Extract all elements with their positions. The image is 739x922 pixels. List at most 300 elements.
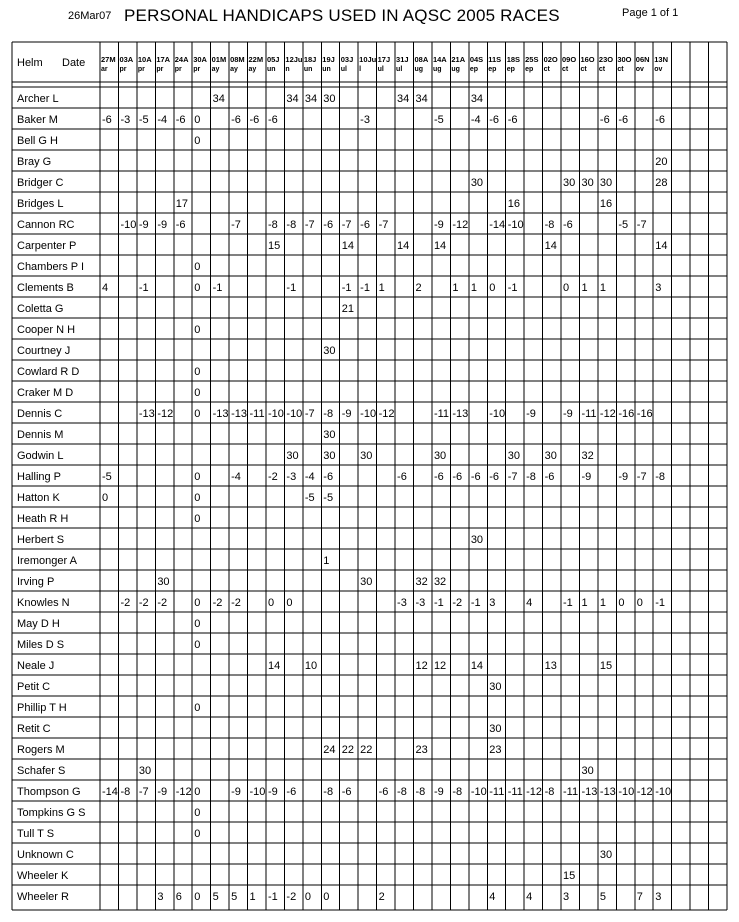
handicap-value: 34 bbox=[397, 93, 410, 105]
handicap-value: 0 bbox=[286, 597, 293, 609]
handicap-value: -13 bbox=[599, 786, 616, 798]
race-date-header-suffix: ep bbox=[506, 66, 515, 73]
handicap-value: -5 bbox=[618, 219, 629, 231]
handicap-value: -8 bbox=[120, 786, 131, 798]
handicap-value: -6 bbox=[397, 471, 407, 483]
handicap-value: -3 bbox=[360, 114, 370, 126]
race-date-header: 23O bbox=[598, 55, 614, 64]
handicap-value: -12 bbox=[636, 786, 653, 798]
handicap-value: 3 bbox=[489, 597, 496, 609]
handicap-value: -14 bbox=[102, 786, 118, 798]
handicap-value: -13 bbox=[231, 408, 247, 420]
handicap-value: -11 bbox=[433, 408, 450, 420]
table-cells bbox=[17, 55, 671, 903]
race-date-header: 21A bbox=[451, 55, 466, 64]
handicap-value: 15 bbox=[563, 870, 576, 882]
race-date-header: 06N bbox=[635, 55, 650, 64]
handicap-value: -6 bbox=[102, 114, 112, 126]
handicap-value: -9 bbox=[618, 471, 629, 483]
handicap-value: 1 bbox=[581, 282, 588, 294]
handicap-value: 30 bbox=[323, 429, 336, 441]
handicap-value: -6 bbox=[452, 471, 463, 483]
handicap-value: -6 bbox=[618, 114, 629, 126]
handicap-value: 30 bbox=[599, 177, 613, 189]
handicap-value: -16 bbox=[636, 408, 653, 420]
handicap-value: 30 bbox=[157, 576, 170, 588]
handicap-value: -10 bbox=[655, 786, 672, 798]
helm-name: Thompson G bbox=[17, 786, 81, 798]
handicap-value: -6 bbox=[175, 219, 186, 231]
race-date-header: 24A bbox=[174, 55, 189, 64]
handicap-value: -2 bbox=[452, 597, 463, 609]
helm-name: May D H bbox=[17, 618, 60, 630]
handicap-value: -12 bbox=[378, 408, 395, 420]
handicap-value: 30 bbox=[323, 450, 336, 462]
handicap-value: -4 bbox=[231, 471, 241, 483]
race-date-header: 25S bbox=[525, 55, 539, 64]
handicap-value: -11 bbox=[507, 786, 523, 798]
handicap-value: 14 bbox=[267, 660, 281, 672]
handicap-value: 0 bbox=[194, 261, 201, 273]
handicap-value: -5 bbox=[433, 114, 444, 126]
handicap-value: -6 bbox=[563, 219, 573, 231]
helm-name: Cowlard R D bbox=[17, 366, 80, 378]
handicap-value: -1 bbox=[507, 282, 518, 294]
handicap-value: 0 bbox=[304, 891, 311, 903]
handicap-value: 0 bbox=[194, 282, 201, 294]
handicap-value: -10 bbox=[360, 408, 377, 420]
handicap-value: -7 bbox=[304, 219, 315, 231]
handicap-value: 34 bbox=[415, 93, 428, 105]
handicap-value: 34 bbox=[286, 93, 299, 105]
handicap-value: -6 bbox=[378, 786, 389, 798]
handicap-value: -13 bbox=[581, 786, 598, 798]
handicap-value: -9 bbox=[157, 786, 168, 798]
race-date-header: 17J bbox=[377, 55, 391, 64]
helm-name: Bridges L bbox=[17, 198, 64, 210]
handicap-value: -9 bbox=[526, 408, 536, 420]
handicap-value: -6 bbox=[175, 114, 186, 126]
handicap-value: -8 bbox=[323, 408, 334, 420]
handicap-value: -9 bbox=[267, 786, 278, 798]
helm-name: Iremonger A bbox=[17, 555, 77, 567]
handicap-value: 30 bbox=[599, 849, 613, 861]
handicap-value: -8 bbox=[323, 786, 334, 798]
handicap-value: 16 bbox=[599, 198, 613, 210]
race-date-header-suffix: ep bbox=[469, 66, 478, 73]
handicap-value: 34 bbox=[212, 93, 225, 105]
race-date-header-suffix: ov bbox=[654, 66, 663, 73]
handicap-value: 12 bbox=[415, 660, 428, 672]
handicap-value: -7 bbox=[507, 471, 518, 483]
handicap-value: -6 bbox=[470, 471, 481, 483]
handicap-value: -6 bbox=[544, 471, 555, 483]
race-date-header-suffix: ul bbox=[396, 66, 403, 73]
helm-name: Dennis M bbox=[17, 429, 64, 441]
handicap-value: 30 bbox=[286, 450, 299, 462]
handicap-value: 2 bbox=[415, 282, 422, 294]
race-date-header-suffix: ug bbox=[414, 66, 424, 73]
helm-name: Chambers P I bbox=[17, 261, 85, 273]
race-date-header: 10Ju bbox=[359, 55, 377, 64]
race-date-header: 13N bbox=[654, 55, 669, 64]
race-date-header: 30A bbox=[193, 55, 207, 64]
race-date-header-suffix: ct bbox=[617, 66, 624, 73]
handicap-value: -16 bbox=[618, 408, 635, 420]
handicap-value: 15 bbox=[599, 660, 613, 672]
handicap-value: 30 bbox=[323, 93, 336, 105]
race-date-header-suffix: l bbox=[359, 66, 362, 73]
helm-name: Wheeler K bbox=[17, 870, 69, 882]
handicap-value: -10 bbox=[249, 786, 266, 798]
handicap-value: -5 bbox=[304, 492, 315, 504]
race-date-header: 04S bbox=[469, 55, 484, 64]
handicap-value: 0 bbox=[194, 618, 201, 630]
helm-name: Wheeler R bbox=[17, 891, 69, 903]
page-number: Page 1 of 1 bbox=[622, 7, 679, 19]
handicap-value: -1 bbox=[470, 597, 481, 609]
handicap-value: 0 bbox=[489, 282, 496, 294]
helm-name: Heath R H bbox=[17, 513, 69, 525]
helm-name: Halling P bbox=[17, 471, 62, 483]
helm-name: Bridger C bbox=[17, 177, 64, 189]
handicap-value: 30 bbox=[544, 450, 557, 462]
race-date-header: 27M bbox=[101, 55, 116, 64]
handicap-value: -12 bbox=[452, 219, 469, 231]
handicap-value: 14 bbox=[397, 240, 410, 252]
handicap-value: 15 bbox=[267, 240, 281, 252]
handicap-value: -2 bbox=[231, 597, 241, 609]
handicap-value: 12 bbox=[433, 660, 447, 672]
handicap-value: 5 bbox=[599, 891, 607, 903]
handicap-value: 30 bbox=[489, 681, 502, 693]
handicap-value: -9 bbox=[138, 219, 149, 231]
handicap-value: -7 bbox=[138, 786, 149, 798]
handicap-value: -10 bbox=[286, 408, 303, 420]
handicap-value: 0 bbox=[194, 702, 201, 714]
handicap-value: 32 bbox=[581, 450, 594, 462]
handicap-value: 13 bbox=[544, 660, 557, 672]
handicap-value: 0 bbox=[194, 597, 201, 609]
race-date-header-suffix: un bbox=[266, 66, 276, 73]
handicap-value: 17 bbox=[175, 198, 189, 210]
race-date-header: 01M bbox=[211, 55, 227, 64]
handicap-value: -1 bbox=[267, 891, 278, 903]
helm-name: Neale J bbox=[17, 660, 55, 672]
handicap-value: -6 bbox=[433, 471, 444, 483]
handicap-value: -1 bbox=[360, 282, 370, 294]
handicap-value: -10 bbox=[489, 408, 506, 420]
helm-column-header: Helm bbox=[17, 57, 43, 69]
race-date-header: 08A bbox=[414, 55, 429, 64]
handicap-value: 1 bbox=[599, 282, 607, 294]
helm-name: Phillip T H bbox=[17, 702, 67, 714]
helm-name: Retit C bbox=[17, 723, 51, 735]
handicap-value: -8 bbox=[286, 219, 297, 231]
helm-name: Herbert S bbox=[17, 534, 65, 546]
handicap-value: 23 bbox=[489, 744, 502, 756]
handicap-value: -1 bbox=[212, 282, 223, 294]
handicap-value: 28 bbox=[655, 177, 668, 189]
handicap-value: 30 bbox=[470, 534, 484, 546]
handicap-value: -7 bbox=[636, 471, 647, 483]
race-date-header-suffix: pr bbox=[137, 66, 145, 73]
handicap-value: -2 bbox=[138, 597, 149, 609]
handicap-value: 5 bbox=[212, 891, 219, 903]
handicap-value: 1 bbox=[323, 555, 330, 567]
race-date-header-suffix: n bbox=[285, 66, 290, 73]
handicap-value: -12 bbox=[526, 786, 543, 798]
handicap-value: -1 bbox=[138, 282, 149, 294]
handicap-value: -10 bbox=[618, 786, 635, 798]
handicap-value: 5 bbox=[231, 891, 238, 903]
handicap-value: 20 bbox=[655, 156, 668, 168]
handicap-value: -5 bbox=[323, 492, 334, 504]
handicap-value: -12 bbox=[157, 408, 174, 420]
handicap-value: -1 bbox=[286, 282, 297, 294]
helm-name: Knowles N bbox=[17, 597, 70, 609]
handicap-value: -6 bbox=[599, 114, 610, 126]
handicap-value: 30 bbox=[489, 723, 502, 735]
race-date-header: 08M bbox=[230, 55, 245, 64]
report-title: PERSONAL HANDICAPS USED IN AQSC 2005 RACES bbox=[124, 6, 560, 25]
race-date-header-suffix: ay bbox=[248, 66, 257, 73]
handicap-value: 1 bbox=[599, 597, 607, 609]
handicap-value: -9 bbox=[563, 408, 573, 420]
helm-name: Bell G H bbox=[17, 135, 58, 147]
race-date-header-suffix: ep bbox=[488, 66, 497, 73]
handicap-value: 0 bbox=[194, 387, 201, 399]
handicap-value: 14 bbox=[544, 240, 557, 252]
handicap-value: 3 bbox=[563, 891, 570, 903]
race-date-header-suffix: un bbox=[322, 66, 331, 73]
handicap-value: -13 bbox=[212, 408, 229, 420]
handicap-value: 32 bbox=[415, 576, 428, 588]
helm-name: Cooper N H bbox=[17, 324, 76, 336]
handicap-value: 0 bbox=[194, 639, 201, 651]
handicap-value: -1 bbox=[655, 597, 666, 609]
handicap-value: -2 bbox=[157, 597, 168, 609]
handicap-value: 3 bbox=[655, 891, 662, 903]
helm-name: Carpenter P bbox=[17, 240, 77, 252]
helm-name: Archer L bbox=[17, 93, 59, 105]
race-date-header: 03J bbox=[340, 55, 354, 64]
handicap-value: 4 bbox=[102, 282, 109, 294]
handicap-value: 1 bbox=[249, 891, 256, 903]
handicap-value: -3 bbox=[397, 597, 407, 609]
race-date-header: 18S bbox=[506, 55, 521, 64]
handicap-value: 30 bbox=[360, 450, 373, 462]
race-date-header-suffix: pr bbox=[156, 66, 164, 73]
handicap-value: 0 bbox=[636, 597, 643, 609]
handicap-value: 16 bbox=[507, 198, 520, 210]
race-date-header: 14A bbox=[432, 55, 447, 64]
handicap-value: -7 bbox=[304, 408, 315, 420]
race-date-header-suffix: ct bbox=[598, 66, 606, 73]
handicap-value: -10 bbox=[120, 219, 137, 231]
handicap-value: -8 bbox=[526, 471, 536, 483]
handicap-value: -11 bbox=[249, 408, 265, 420]
handicap-value: -6 bbox=[231, 114, 241, 126]
handicap-value: 0 bbox=[194, 114, 201, 126]
race-date-header-suffix: ay bbox=[230, 66, 238, 73]
handicap-value: 0 bbox=[102, 492, 109, 504]
handicap-value: 34 bbox=[304, 93, 318, 105]
helm-name: Miles D S bbox=[17, 639, 65, 651]
handicap-value: 0 bbox=[194, 471, 201, 483]
handicap-value: -6 bbox=[267, 114, 278, 126]
handicap-value: 0 bbox=[194, 135, 201, 147]
race-date-header-suffix: un bbox=[303, 66, 313, 73]
handicap-value: 30 bbox=[138, 765, 152, 777]
handicap-value: -6 bbox=[489, 471, 500, 483]
handicap-value: 30 bbox=[323, 345, 336, 357]
handicap-value: 30 bbox=[360, 576, 373, 588]
handicap-value: 7 bbox=[636, 891, 643, 903]
handicap-value: -7 bbox=[231, 219, 241, 231]
handicap-value: 34 bbox=[470, 93, 484, 105]
handicap-value: 23 bbox=[415, 744, 428, 756]
handicap-value: 32 bbox=[433, 576, 447, 588]
race-date-header: 11S bbox=[488, 55, 502, 64]
handicap-value: 1 bbox=[378, 282, 385, 294]
handicap-value: -12 bbox=[599, 408, 616, 420]
handicap-value: 30 bbox=[581, 177, 594, 189]
race-date-header-suffix: pr bbox=[119, 66, 127, 73]
handicap-value: -1 bbox=[433, 597, 444, 609]
handicap-value: -7 bbox=[636, 219, 647, 231]
handicap-value: -2 bbox=[267, 471, 278, 483]
handicap-value: -6 bbox=[360, 219, 370, 231]
handicap-value: 30 bbox=[470, 177, 484, 189]
handicap-value: -2 bbox=[120, 597, 131, 609]
race-date-header: 16O bbox=[580, 55, 595, 64]
handicap-value: 30 bbox=[433, 450, 447, 462]
handicap-value: -11 bbox=[489, 786, 505, 798]
handicap-value: 0 bbox=[194, 786, 201, 798]
helm-name: Rogers M bbox=[17, 744, 65, 756]
handicap-value: -2 bbox=[212, 597, 223, 609]
handicap-value: 0 bbox=[194, 891, 201, 903]
handicap-value: -10 bbox=[267, 408, 284, 420]
handicap-value: 1 bbox=[581, 597, 588, 609]
race-date-header-suffix: ul bbox=[377, 66, 384, 73]
race-date-header-suffix: ul bbox=[340, 66, 347, 73]
helm-name: Unknown C bbox=[17, 849, 74, 861]
race-date-header-suffix: pr bbox=[174, 66, 182, 73]
handicap-value: -12 bbox=[175, 786, 192, 798]
handicap-value: -10 bbox=[470, 786, 487, 798]
handicap-value: 0 bbox=[618, 597, 625, 609]
handicap-value: -3 bbox=[415, 597, 426, 609]
handicap-value: 0 bbox=[194, 513, 201, 525]
handicap-value: 2 bbox=[378, 891, 385, 903]
handicap-value: -5 bbox=[102, 471, 112, 483]
race-date-header-suffix: ar bbox=[101, 66, 108, 73]
handicap-value: -9 bbox=[433, 786, 444, 798]
race-date-header: 03A bbox=[119, 55, 134, 64]
handicap-value: 4 bbox=[526, 597, 533, 609]
race-date-header-suffix: pr bbox=[193, 66, 201, 73]
handicap-value: 6 bbox=[175, 891, 182, 903]
handicap-value: -8 bbox=[452, 786, 463, 798]
race-date-header-suffix: ct bbox=[580, 66, 587, 73]
handicap-value: 4 bbox=[526, 891, 533, 903]
race-date-header: 22M bbox=[248, 55, 264, 64]
handicap-value: -3 bbox=[286, 471, 297, 483]
handicap-value: -6 bbox=[323, 219, 334, 231]
handicap-value: 3 bbox=[655, 282, 662, 294]
handicap-value: -13 bbox=[452, 408, 469, 420]
handicap-value: -4 bbox=[157, 114, 168, 126]
helm-name: Godwin L bbox=[17, 450, 64, 462]
handicap-value: 14 bbox=[655, 240, 668, 252]
handicap-value: 10 bbox=[304, 660, 318, 672]
handicap-value: 22 bbox=[341, 744, 354, 756]
race-date-header: 02O bbox=[543, 55, 558, 64]
handicap-value: 4 bbox=[489, 891, 496, 903]
race-date-header: 09O bbox=[562, 55, 577, 64]
race-date-header-suffix: ct bbox=[562, 66, 569, 73]
handicap-value: -10 bbox=[507, 219, 524, 231]
handicap-value: -7 bbox=[341, 219, 352, 231]
handicap-value: -6 bbox=[507, 114, 518, 126]
handicap-value: -7 bbox=[378, 219, 389, 231]
handicap-value: 1 bbox=[470, 282, 477, 294]
handicap-value: -11 bbox=[581, 408, 597, 420]
handicap-value: -6 bbox=[341, 786, 352, 798]
helm-name: Petit C bbox=[17, 681, 51, 693]
handicap-value: -8 bbox=[397, 786, 407, 798]
handicap-value: 30 bbox=[581, 765, 594, 777]
handicap-value: -8 bbox=[415, 786, 426, 798]
handicap-value: -4 bbox=[304, 471, 315, 483]
handicap-value: -9 bbox=[231, 786, 241, 798]
handicap-value: -8 bbox=[544, 219, 555, 231]
handicap-value: -14 bbox=[489, 219, 506, 231]
handicap-value: -8 bbox=[655, 471, 666, 483]
handicap-value: 0 bbox=[194, 408, 201, 420]
handicap-value: 30 bbox=[507, 450, 520, 462]
handicap-value: -6 bbox=[286, 786, 297, 798]
handicap-value: -8 bbox=[544, 786, 555, 798]
helm-name: Tompkins G S bbox=[17, 807, 86, 819]
helm-name: Schafer S bbox=[17, 765, 66, 777]
handicap-value: 0 bbox=[194, 366, 201, 378]
handicap-value: 0 bbox=[194, 807, 201, 819]
handicap-value: -1 bbox=[563, 597, 573, 609]
handicap-value: -8 bbox=[267, 219, 278, 231]
helm-name: Dennis C bbox=[17, 408, 63, 420]
handicap-value: -3 bbox=[120, 114, 131, 126]
handicap-value: -9 bbox=[341, 408, 352, 420]
handicap-value: -4 bbox=[470, 114, 481, 126]
handicap-value: 14 bbox=[470, 660, 484, 672]
handicap-value: 3 bbox=[157, 891, 164, 903]
handicap-value: -9 bbox=[433, 219, 444, 231]
date-column-header: Date bbox=[62, 57, 86, 69]
race-date-header-suffix: ay bbox=[211, 66, 220, 73]
report-date: 26Mar07 bbox=[68, 10, 112, 22]
helm-name: Craker M D bbox=[17, 387, 74, 399]
handicap-value: 0 bbox=[194, 324, 201, 336]
handicap-value: 0 bbox=[563, 282, 570, 294]
helm-name: Cannon RC bbox=[17, 219, 75, 231]
handicap-value: -6 bbox=[655, 114, 666, 126]
handicap-value: -11 bbox=[563, 786, 579, 798]
handicap-value: -13 bbox=[138, 408, 155, 420]
handicap-value: -6 bbox=[323, 471, 334, 483]
